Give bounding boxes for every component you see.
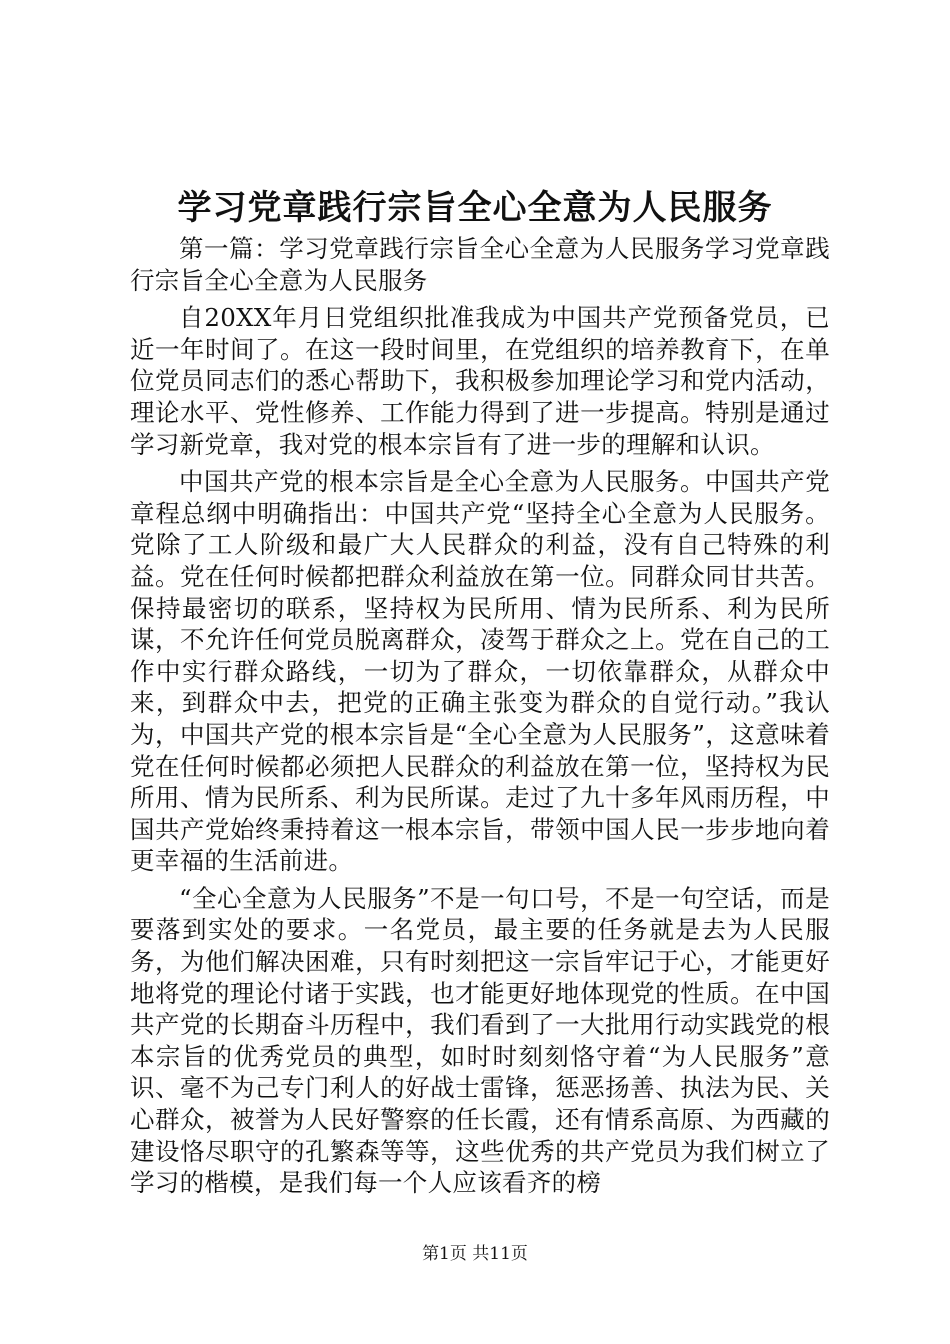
page-footer: 第1页 共11页: [422, 1244, 528, 1264]
document-title: 学习党章践行宗旨全心全意为人民服务: [177, 188, 773, 228]
paragraph: 自20XX年月日党组织批准我成为中国共产党预备党员，已近一年时间了。在这一段时间里，在党组织的培养教育下，在单位党员同志们的悉心帮助下，我积极参加理论学习和党内活动，理论水平、党性修养、工作能力得到了进一步提高。特别是通过学习新党章，我对党的根本宗旨有了进一步的理解和认识。: [130, 303, 830, 459]
document-body: [130, 233, 830, 1199]
paragraph: “全心全意为人民服务”不是一句口号，不是一句空话，而是要落到实处的要求。一名党员，最主要的任务就是去为人民服务，为他们解决困难，只有时刻把这一宗旨牢记于心，才能更好地将党的理论付诸于实践，也才能更好地体现党的性质。在中国共产党的长期奋斗历程中，我们看到了一大批用行动实践党的根本宗旨的优秀党员的典型，如时时刻刻恪守着“为人民服务”意识、毫不为己专门利人的好战士雷锋，惩恶扬善、执法为民、关心群众，被誉为人民好警察的任长霞，还有情系高原、为西藏的建设恪尽职守的孔繁森等等，这些优秀的共产党员为我们树立了学习的楷模，是我们每一个人应该看齐的榜: [130, 883, 830, 1198]
paragraph: 中国共产党的根本宗旨是全心全意为人民服务。中国共产党章程总纲中明确指出：中国共产党“坚持全心全意为人民服务。党除了工人阶级和最广大人民群众的利益，没有自己特殊的利益。党在任何时候都把群众利益放在第一位。同群众同甘共苦。保持最密切的联系，坚持权为民所用、情为民所系、利为民所谋，不允许任何党员脱离群众，凌驾于群众之上。党在自己的工作中实行群众路线，一切为了群众，一切依靠群众，从群众中来，到群众中去，把党的正确主张变为群众的自觉行动。”我认为，中国共产党的根本宗旨是“全心全意为人民服务”，这意味着党在任何时候都必须把人民群众的利益放在第一位，坚持权为民所用、情为民所系、利为民所谋。走过了九十多年风雨历程，中国共产党始终秉持着这一根本宗旨，带领中国人民一步步地向着更幸福的生活前进。: [130, 467, 830, 876]
paragraph: 第一篇：学习党章践行宗旨全心全意为人民服务学习党章践行宗旨全心全意为人民服务: [130, 234, 830, 295]
